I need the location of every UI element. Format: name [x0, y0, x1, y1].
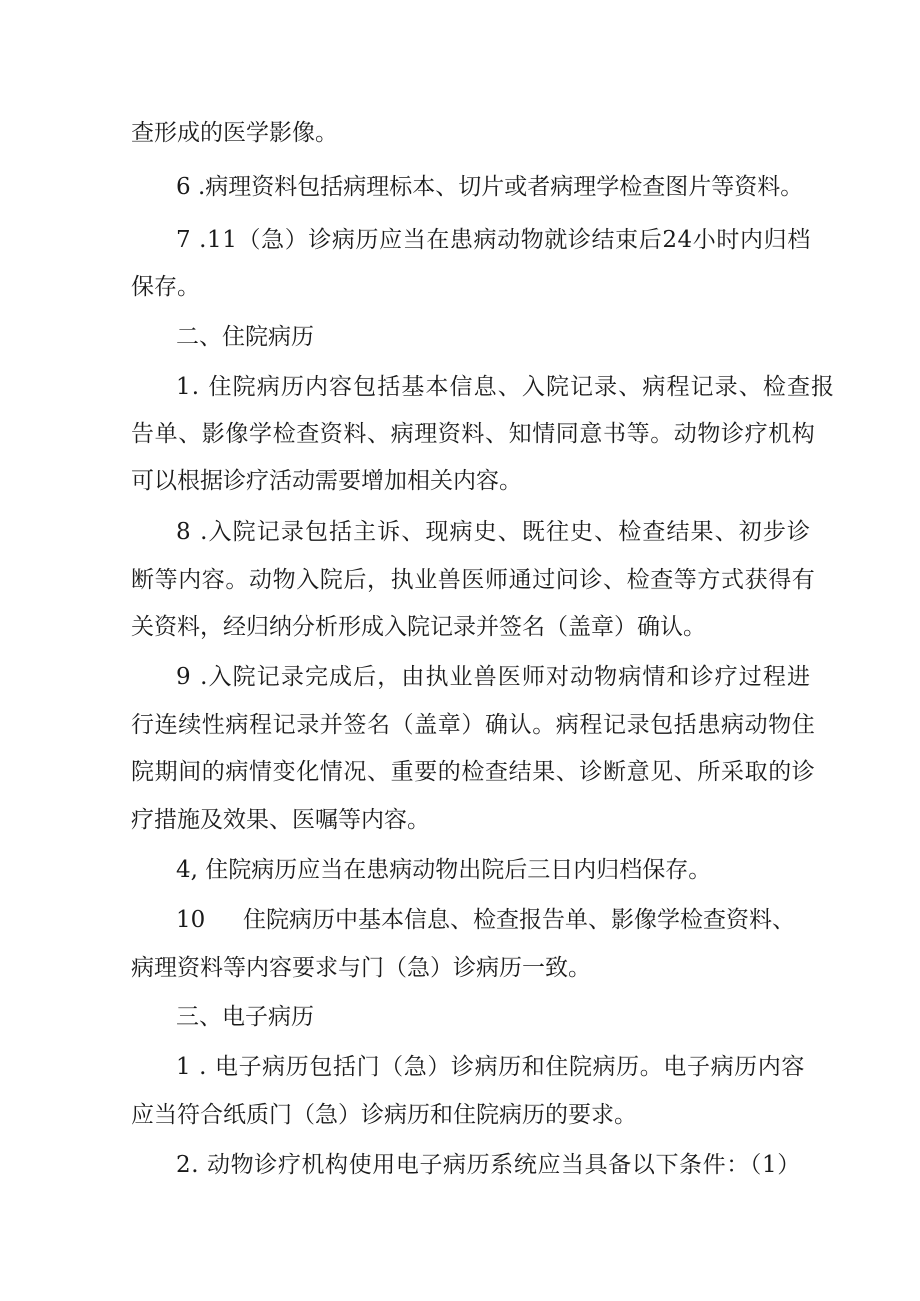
text-line: 断等内容。动物入院后，执业兽医师通过问诊、检查等方式获得有: [131, 567, 816, 593]
text-line: 保存。: [131, 274, 200, 300]
text-line: 住院病历中基本信息、检查报告单、影像学检查资料、: [243, 907, 795, 933]
text-line: 9 .入院记录完成后，由执业兽医师对动物病情和诊疗过程进: [176, 664, 812, 690]
text-line: 关资料，经归纳分析形成入院记录并签名（盖章）确认。: [131, 614, 706, 640]
list-number: 10: [176, 907, 206, 933]
text-line: 告单、影像学检查资料、病理资料、知情同意书等。动物诊疗机构: [131, 421, 816, 447]
text-line: 6 .病理资料包括病理标本、切片或者病理学检查图片等资料。: [176, 174, 804, 200]
text-line: 院期间的病情变化情况、重要的检查结果、诊断意见、所采取的诊: [131, 759, 816, 785]
text-line: 病理资料等内容要求与门（急）诊病历一致。: [131, 955, 591, 981]
text-line: 8 .入院记录包括主诉、现病史、既往史、检查结果、初步诊: [176, 519, 812, 545]
section-heading: 二、住院病历: [176, 324, 314, 350]
text-line: 1 . 电子病历包括门（急）诊病历和住院病历。电子病历内容: [176, 1054, 805, 1080]
text-line: 查形成的医学影像。: [131, 120, 338, 146]
text-line: 应当符合纸质门（急）诊病历和住院病历的要求。: [131, 1102, 637, 1128]
text-line: 2. 动物诊疗机构使用电子病历系统应当具备以下条件：（1）: [176, 1152, 801, 1178]
text-line: 疗措施及效果、医嘱等内容。: [131, 807, 430, 833]
text-line: 4, 住院病历应当在患病动物出院后三日内归档保存。: [176, 857, 712, 883]
text-line: 1. 住院病历内容包括基本信息、入院记录、病程记录、检查报: [176, 374, 836, 400]
text-line: 可以根据诊疗活动需要增加相关内容。: [131, 468, 522, 494]
text-line: 行连续性病程记录并签名（盖章）确认。病程记录包括患病动物住: [131, 712, 816, 738]
text-line: 7 .11（急）诊病历应当在患病动物就诊结束后24小时内归档: [176, 227, 811, 253]
section-heading: 三、电子病历: [176, 1004, 314, 1030]
